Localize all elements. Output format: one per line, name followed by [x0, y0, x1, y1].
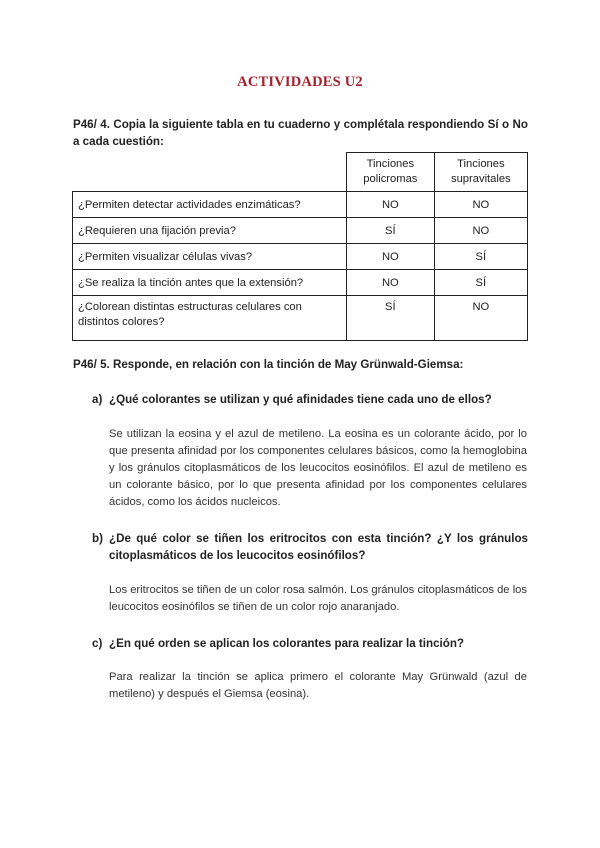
table-row	[73, 244, 528, 270]
row-policromas-answer: SÍ	[347, 296, 435, 341]
question-5c-letter: c)	[92, 637, 103, 650]
table-header-row	[73, 153, 528, 192]
row-question: ¿Colorean distintas estructuras celulares con distintos colores?	[73, 296, 347, 341]
row-question: ¿Requieren una fijación previa?	[73, 218, 347, 244]
row-supravitales-answer: NO	[434, 296, 527, 341]
question-4-prompt: P46/ 4. Copia la siguiente tabla en tu cuaderno y complétala respondiendo Sí o No a cada cuestión:	[73, 118, 528, 148]
question-5-prompt: P46/ 5. Responde, en relación con la tinción de May Grünwald-Giemsa:	[73, 358, 464, 371]
question-5b-letter: b)	[92, 532, 103, 545]
question-5a-text: ¿Qué colorantes se utilizan y qué afinidades tiene cada uno de ellos?	[109, 393, 492, 406]
table-row	[73, 192, 528, 218]
row-supravitales-answer: NO	[434, 218, 527, 244]
row-supravitales-answer: SÍ	[434, 244, 527, 270]
row-question: ¿Permiten detectar actividades enzimáticas?	[73, 192, 347, 218]
answer-5a: Se utilizan la eosina y el azul de metileno. La eosina es un colorante ácido, por lo que presenta afinidad por los componentes celulares básicos, como la hemoglobina y los gránulos citoplasmáticos de los leucocitos eosinófilos. El azul de metileno es un colorante básico, por lo que presenta afinidad por los componentes celulares ácidos, como los ácidos nucleicos.	[109, 428, 527, 508]
page-title: ACTIVIDADES U2	[237, 74, 363, 90]
question-5c-text: ¿En qué orden se aplican los colorantes para realizar la tinción?	[109, 637, 464, 650]
answer-5b: Los eritrocitos se tiñen de un color rosa salmón. Los gránulos citoplasmáticos de los leucocitos eosinófilos se tiñen de un color rojo anaranjado.	[109, 584, 527, 613]
table-row	[73, 296, 528, 341]
row-question: ¿Se realiza la tinción antes que la extensión?	[73, 270, 347, 296]
question-5a-letter: a)	[92, 393, 103, 406]
header-policromas: Tinciones policromas	[347, 153, 435, 192]
row-supravitales-answer: SÍ	[434, 270, 527, 296]
row-policromas-answer: SÍ	[347, 218, 435, 244]
table-corner-cell	[73, 153, 347, 192]
answer-table	[72, 152, 528, 341]
answer-5c: Para realizar la tinción se aplica primero el colorante May Grünwald (azul de metileno) y después el Giemsa (eosina).	[109, 671, 527, 700]
header-supravitales: Tinciones supravitales	[434, 153, 527, 192]
row-supravitales-answer: NO	[434, 192, 527, 218]
row-question: ¿Permiten visualizar células vivas?	[73, 244, 347, 270]
question-5a	[92, 391, 528, 408]
question-5b	[92, 530, 528, 564]
row-policromas-answer: NO	[347, 244, 435, 270]
table-row	[73, 270, 528, 296]
table-row	[73, 218, 528, 244]
question-5b-text: ¿De qué color se tiñen los eritrocitos con esta tinción? ¿Y los gránulos citoplasmáticos de los leucocitos eosinófilos?	[109, 532, 528, 562]
question-5c	[92, 635, 528, 652]
row-policromas-answer: NO	[347, 270, 435, 296]
row-policromas-answer: NO	[347, 192, 435, 218]
